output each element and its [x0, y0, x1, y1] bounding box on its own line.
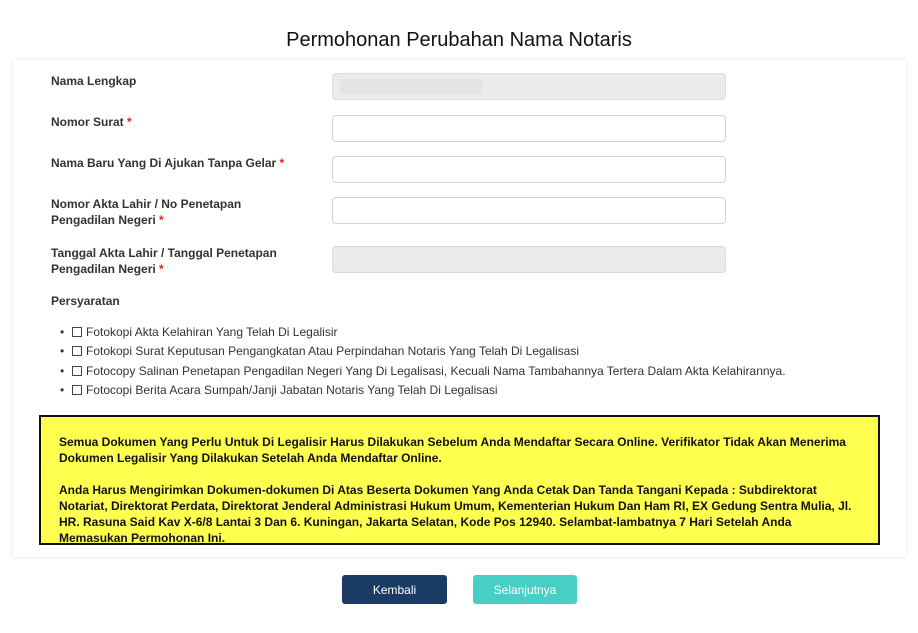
full-name-masked-value — [340, 79, 482, 94]
birth-cert-number-label-text: Nomor Akta Lahir / No Penetapan Pengadilan Negeri — [51, 197, 242, 227]
letter-number-label-text: Nomor Surat — [51, 115, 124, 129]
letter-number-label — [51, 114, 311, 130]
birth-cert-date-label-text: Tanggal Akta Lahir / Tanggal Penetapan Pengadilan Negeri — [51, 246, 277, 276]
requirement-item — [60, 322, 786, 342]
required-marker: * — [279, 156, 285, 170]
requirement-checkbox[interactable] — [72, 385, 82, 395]
requirement-label: Fotokopi Akta Kelahiran Yang Telah Di Legalisir — [86, 324, 338, 339]
requirement-checkbox[interactable] — [72, 327, 82, 337]
requirement-label: Fotokopi Surat Keputusan Pengangkatan Atau Perpindahan Notaris Yang Telah Di Legalisasi — [86, 344, 580, 359]
back-button[interactable]: Kembali — [342, 575, 447, 604]
bullet: • — [60, 383, 65, 398]
notice-box — [39, 415, 880, 545]
requirements-heading — [51, 293, 311, 309]
full-name-label-text: Nama Lengkap — [51, 74, 137, 88]
birth-cert-date-label — [51, 245, 291, 277]
bullet: • — [60, 344, 65, 359]
required-marker: * — [127, 115, 132, 129]
new-name-label — [51, 155, 311, 171]
birth-cert-number-input[interactable] — [332, 197, 726, 224]
next-button[interactable]: Selanjutnya — [473, 575, 577, 604]
required-marker: * — [159, 213, 164, 227]
requirements-heading-text: Persyaratan — [51, 294, 120, 308]
notice-paragraph: Semua Dokumen Yang Perlu Untuk Di Legalisir Harus Dilakukan Sebelum Anda Mendaftar Secara Online. Verifikator Tidak Akan Menerima Dokumen Legalisir Yang Dilakukan Setelah Anda Mendaftar Online. — [59, 435, 846, 465]
requirements-list — [60, 322, 786, 400]
letter-number-input[interactable] — [332, 115, 726, 142]
new-name-label-text: Nama Baru Yang Di Ajukan Tanpa Gelar — [51, 156, 277, 170]
bullet: • — [60, 324, 65, 339]
requirement-checkbox[interactable] — [72, 346, 82, 356]
requirement-label: Fotocopy Salinan Penetapan Pengadilan Negeri Yang Di Legalisasi, Kecuali Nama Tambahannya Tertera Dalam Akta Kelahirannya. — [86, 363, 786, 378]
full-name-label — [51, 73, 311, 89]
requirement-label: Fotocopi Berita Acara Sumpah/Janji Jabatan Notaris Yang Telah Di Legalisasi — [86, 383, 498, 398]
bullet: • — [60, 363, 65, 378]
requirement-checkbox[interactable] — [72, 366, 82, 376]
required-marker: * — [159, 262, 164, 276]
requirement-item — [60, 342, 786, 362]
requirement-item — [60, 361, 786, 381]
birth-cert-number-label — [51, 196, 306, 228]
page-title: Permohonan Perubahan Nama Notaris — [286, 29, 632, 51]
new-name-input[interactable] — [332, 156, 726, 183]
birth-cert-date-field[interactable] — [332, 246, 726, 273]
notice-paragraph: Anda Harus Mengirimkan Dokumen-dokumen Di Atas Beserta Dokumen Yang Anda Cetak Dan Tanda Tangani Kepada : Subdirektorat Notariat, Direktorat Perdata, Direktorat Jenderal Administrasi Hukum Umum, Kementerian Hukum Dan Ham RI, EX Gedung Sentra Mulia, Jl. HR. Rasuna Said Kav X-6/8 Lantai 3 Dan 6. Kuningan, Jakarta Selatan, Kode Pos 12940. Selambat-lambatnya 7 Hari Setelah Anda Memasukan Permohonan Ini. — [59, 483, 852, 545]
requirement-item — [60, 381, 786, 401]
